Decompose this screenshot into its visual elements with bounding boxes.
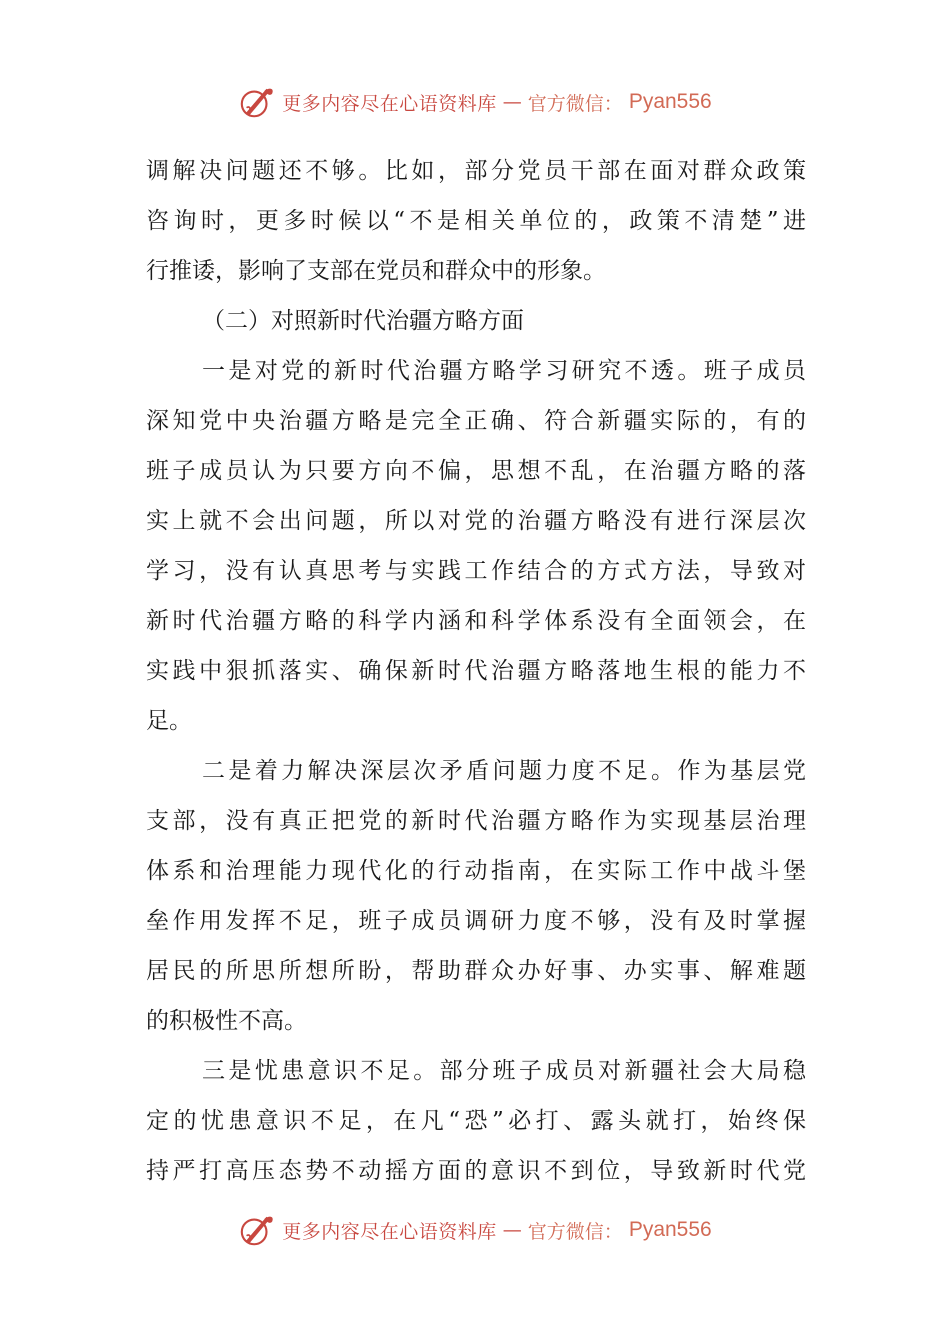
document-body	[146, 146, 806, 1196]
body-line: 行推诿，影响了支部在党员和群众中的形象。	[146, 258, 606, 284]
body-line: 持严打高压态势不动摇方面的意识不到位，导致新时代党	[146, 1158, 806, 1184]
body-line: 三是忧患意识不足。部分班子成员对新疆社会大局稳	[202, 1058, 806, 1084]
quill-pen-logo-icon	[238, 1211, 276, 1249]
body-line: 二是着力解决深层次矛盾问题力度不足。作为基层党	[202, 758, 806, 784]
body-line: 新时代治疆方略的科学内涵和科学体系没有全面领会，在	[146, 608, 806, 634]
section-heading: （二）对照新时代治疆方略方面	[202, 308, 524, 334]
banner-main-text: 更多内容尽在心语资料库	[282, 1220, 497, 1243]
body-line: 居民的所思所想所盼，帮助群众办好事、办实事、解难题	[146, 958, 806, 984]
body-line: 足。	[146, 708, 192, 734]
banner-official-label: 官方微信：	[527, 1220, 623, 1243]
quill-pen-logo-icon	[238, 83, 276, 121]
body-line: 的积极性不高。	[146, 1008, 307, 1034]
banner-wechat-id: Pyan556	[628, 1218, 712, 1241]
banner-wechat-id: Pyan556	[628, 90, 712, 113]
body-line: 实上就不会出问题，所以对党的治疆方略没有进行深层次	[146, 508, 806, 534]
body-line: 班子成员认为只要方向不偏，思想不乱，在治疆方略的落	[146, 458, 806, 484]
body-line: 垒作用发挥不足，班子成员调研力度不够，没有及时掌握	[146, 908, 806, 934]
body-line: 实践中狠抓落实、确保新时代治疆方略落地生根的能力不	[146, 658, 806, 684]
header-watermark-banner	[0, 80, 950, 124]
footer-watermark-banner	[0, 1208, 950, 1252]
body-line: 咨询时，更多时候以“不是相关单位的，政策不清楚”进	[146, 208, 806, 234]
body-line: 一是对党的新时代治疆方略学习研究不透。班子成员	[202, 358, 806, 384]
body-line: 调解决问题还不够。比如，部分党员干部在面对群众政策	[146, 158, 806, 184]
banner-official-label: 官方微信：	[527, 92, 623, 115]
banner-dash: —	[502, 1219, 522, 1241]
banner-dash: —	[502, 91, 522, 113]
body-line: 学习，没有认真思考与实践工作结合的方式方法，导致对	[146, 558, 806, 584]
body-line: 定的忧患意识不足，在凡“恐”必打、露头就打，始终保	[146, 1108, 806, 1134]
body-line: 支部，没有真正把党的新时代治疆方略作为实现基层治理	[146, 808, 806, 834]
body-line: 深知党中央治疆方略是完全正确、符合新疆实际的，有的	[146, 408, 806, 434]
body-line: 体系和治理能力现代化的行动指南，在实际工作中战斗堡	[146, 858, 806, 884]
banner-main-text: 更多内容尽在心语资料库	[282, 92, 497, 115]
